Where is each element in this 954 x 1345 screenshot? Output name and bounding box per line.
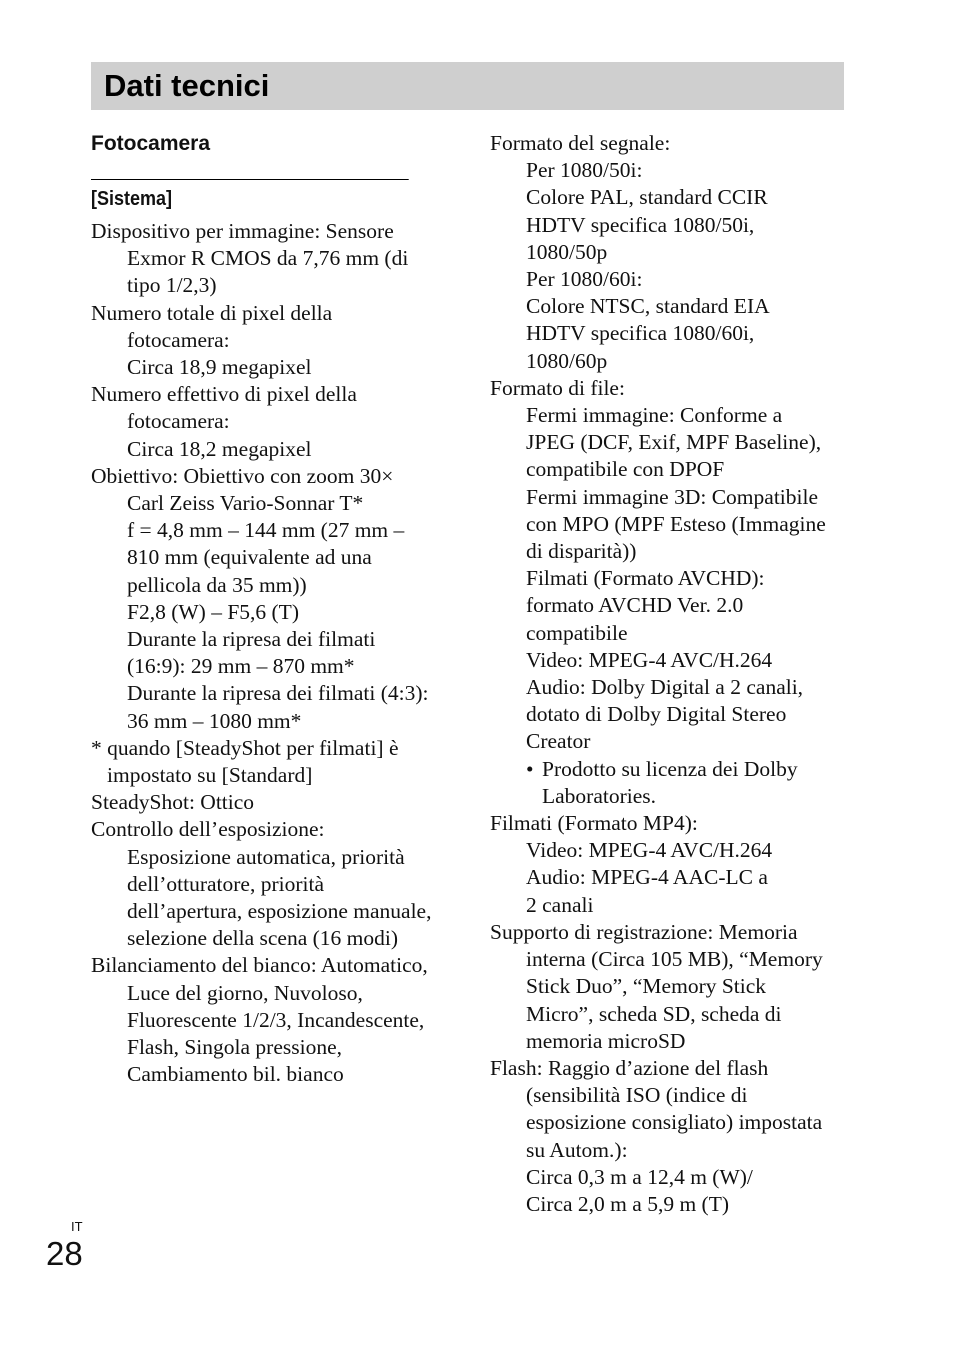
spec-line bbox=[490, 701, 846, 728]
spec-line bbox=[490, 892, 846, 919]
spec-line-text: 810 mm (equivalente ad una bbox=[127, 545, 372, 570]
right-spec-list bbox=[490, 130, 846, 1218]
spec-line-text: di disparità)) bbox=[526, 539, 637, 564]
spec-line-text: Colore PAL, standard CCIR bbox=[526, 185, 768, 210]
spec-line bbox=[91, 572, 444, 599]
spec-line-text: Dispositivo per immagine: Sensore bbox=[91, 219, 394, 243]
spec-line bbox=[490, 728, 846, 755]
spec-line-text: Numero effettivo di pixel della bbox=[91, 382, 357, 407]
spec-line bbox=[490, 212, 846, 239]
spec-line-text: Cambiamento bil. bianco bbox=[127, 1062, 344, 1087]
spec-line-text: Fermi immagine: Conforme a bbox=[526, 403, 783, 428]
spec-line bbox=[490, 1055, 846, 1082]
spec-line-text: Video: MPEG-4 AVC/H.264 bbox=[526, 838, 773, 863]
spec-line bbox=[91, 272, 444, 299]
spec-line-text: tipo 1/2,3) bbox=[127, 273, 217, 298]
spec-line bbox=[91, 218, 444, 245]
spec-line bbox=[490, 647, 846, 674]
spec-line bbox=[91, 381, 444, 408]
spec-line-text: dotato di Dolby Digital Stereo bbox=[526, 702, 787, 727]
spec-line-text: impostato su [Standard] bbox=[107, 763, 313, 788]
spec-line-text: Video: MPEG-4 AVC/H.264 bbox=[526, 647, 773, 672]
spec-line-text: compatibile bbox=[526, 620, 628, 645]
spec-line-text: 2 canali bbox=[526, 892, 594, 917]
spec-line bbox=[490, 592, 846, 619]
language-label: IT bbox=[71, 1219, 83, 1234]
spec-line bbox=[490, 1109, 846, 1136]
spec-line-text: Flash: Raggio d’azione del flash bbox=[490, 1055, 769, 1080]
spec-line-text: Durante la ripresa dei filmati bbox=[127, 627, 376, 652]
spec-line bbox=[91, 599, 444, 626]
spec-line bbox=[490, 565, 846, 592]
spec-line bbox=[490, 620, 846, 647]
spec-line-text: Controllo dell’esposizione: bbox=[91, 817, 325, 842]
spec-line bbox=[91, 898, 444, 925]
spec-line bbox=[490, 375, 846, 402]
spec-line-text: 1080/50p bbox=[526, 239, 608, 264]
spec-line bbox=[490, 184, 846, 211]
spec-line bbox=[91, 816, 444, 843]
spec-line bbox=[490, 864, 846, 891]
spec-line bbox=[490, 973, 846, 1000]
spec-line-text: memoria microSD bbox=[526, 1028, 686, 1053]
spec-line bbox=[91, 952, 444, 979]
spec-line bbox=[490, 1001, 846, 1028]
spec-line-text: HDTV specifica 1080/50i, bbox=[526, 212, 755, 237]
spec-line bbox=[490, 348, 846, 375]
spec-line bbox=[490, 810, 846, 837]
spec-line-text: fotocamera: bbox=[127, 327, 230, 352]
spec-line-text: compatibile con DPOF bbox=[526, 457, 725, 482]
page-title-bar bbox=[91, 62, 844, 110]
spec-line-text: Carl Zeiss Vario-Sonnar T* bbox=[127, 491, 364, 516]
spec-line bbox=[91, 762, 444, 789]
spec-line bbox=[490, 1191, 846, 1218]
page-number: 28 bbox=[46, 1235, 83, 1272]
bullet-icon: • bbox=[526, 756, 534, 781]
spec-line bbox=[490, 1137, 846, 1164]
spec-line-text: Audio: Dolby Digital a 2 canali, bbox=[526, 675, 804, 700]
spec-line bbox=[490, 1164, 846, 1191]
spec-line bbox=[91, 653, 444, 680]
spec-line-text: Obiettivo: Obiettivo con zoom 30× bbox=[91, 463, 394, 488]
spec-line-text: (16:9): 29 mm – 870 mm* bbox=[127, 654, 355, 679]
spec-line-text: Fermi immagine 3D: Compatibile bbox=[526, 484, 819, 509]
spec-line bbox=[91, 735, 444, 762]
spec-line bbox=[91, 680, 444, 707]
spec-line-text: JPEG (DCF, Exif, MPF Baseline), bbox=[526, 430, 822, 455]
spec-line-text: Prodotto su licenza dei Dolby bbox=[542, 756, 798, 781]
spec-line bbox=[490, 538, 846, 565]
spec-line bbox=[490, 402, 846, 429]
spec-line bbox=[91, 980, 444, 1007]
spec-line bbox=[91, 327, 444, 354]
spec-line-text: Audio: MPEG-4 AAC-LC a bbox=[526, 865, 768, 890]
spec-line-text: Colore NTSC, standard EIA bbox=[526, 294, 770, 319]
spec-line-text: Filmati (Formato MP4): bbox=[490, 811, 698, 836]
spec-line-text: Circa 18,2 megapixel bbox=[127, 436, 312, 461]
spec-line bbox=[490, 511, 846, 538]
spec-line bbox=[91, 925, 444, 952]
spec-line-text: Numero totale di pixel della bbox=[91, 300, 333, 325]
spec-line-text: dell’otturatore, priorità bbox=[127, 871, 325, 896]
spec-line bbox=[490, 293, 846, 320]
spec-line-text: Filmati (Formato AVCHD): bbox=[526, 566, 765, 591]
spec-line-text: Formato del segnale: bbox=[490, 131, 671, 155]
spec-line-text: f = 4,8 mm – 144 mm (27 mm – bbox=[127, 518, 405, 543]
spec-line-text: HDTV specifica 1080/60i, bbox=[526, 321, 755, 346]
spec-line-text: 36 mm – 1080 mm* bbox=[127, 708, 302, 733]
spec-line-text: Per 1080/60i: bbox=[526, 267, 643, 292]
spec-line-text: esposizione consigliato) impostata bbox=[526, 1110, 823, 1135]
left-spec-list bbox=[91, 218, 444, 1089]
spec-line bbox=[490, 157, 846, 184]
spec-line-text: interna (Circa 105 MB), “Memory bbox=[526, 947, 823, 972]
page-title: Dati tecnici bbox=[104, 68, 270, 103]
spec-line-text: Micro”, scheda SD, scheda di bbox=[526, 1001, 782, 1026]
spec-line-text: dell’apertura, esposizione manuale, bbox=[127, 899, 432, 924]
spec-line bbox=[490, 429, 846, 456]
spec-line bbox=[91, 626, 444, 653]
spec-line bbox=[490, 674, 846, 701]
spec-line bbox=[490, 320, 846, 347]
spec-line-text: Laboratories. bbox=[542, 783, 657, 808]
spec-line-text: Circa 0,3 m a 12,4 m (W)/ bbox=[526, 1164, 753, 1189]
spec-line bbox=[490, 456, 846, 483]
spec-line-text: pellicola da 35 mm)) bbox=[127, 572, 307, 597]
subsection-heading-sistema: [Sistema] bbox=[91, 179, 409, 212]
spec-line-text: Fluorescente 1/2/3, Incandescente, bbox=[127, 1007, 425, 1032]
spec-line bbox=[490, 1082, 846, 1109]
spec-line-text: Bilanciamento del bianco: Automatico, bbox=[91, 953, 428, 978]
spec-line-text: Stick Duo”, “Memory Stick bbox=[526, 974, 767, 999]
spec-line-text: formato AVCHD Ver. 2.0 bbox=[526, 593, 744, 618]
spec-line-text: * quando [SteadyShot per filmati] è bbox=[91, 735, 399, 760]
spec-line-text: F2,8 (W) – F5,6 (T) bbox=[127, 599, 299, 624]
spec-line bbox=[91, 1007, 444, 1034]
spec-line-text: SteadyShot: Ottico bbox=[91, 790, 255, 815]
spec-line bbox=[91, 436, 444, 463]
spec-line bbox=[490, 130, 846, 157]
spec-line bbox=[490, 756, 846, 783]
spec-line-text: selezione della scena (16 modi) bbox=[127, 926, 399, 951]
spec-line bbox=[91, 245, 444, 272]
spec-line bbox=[490, 783, 846, 810]
spec-line-text: (sensibilità ISO (indice di bbox=[526, 1083, 748, 1108]
section-heading-fotocamera: Fotocamera bbox=[91, 132, 211, 155]
spec-line bbox=[490, 266, 846, 293]
spec-line-text: con MPO (MPF Esteso (Immagine bbox=[526, 511, 826, 536]
spec-line bbox=[490, 239, 846, 266]
spec-line bbox=[490, 837, 846, 864]
spec-line-text: Supporto di registrazione: Memoria bbox=[490, 919, 798, 944]
spec-line bbox=[91, 354, 444, 381]
spec-line-text: Creator bbox=[526, 729, 591, 754]
spec-line bbox=[490, 946, 846, 973]
spec-line bbox=[490, 484, 846, 511]
spec-line bbox=[91, 871, 444, 898]
spec-line bbox=[91, 708, 444, 735]
spec-line-text: su Autom.): bbox=[526, 1137, 628, 1162]
spec-line-text: Exmor R CMOS da 7,76 mm (di bbox=[127, 246, 409, 271]
spec-line bbox=[91, 1061, 444, 1088]
spec-line bbox=[91, 544, 444, 571]
spec-line-text: Circa 2,0 m a 5,9 m (T) bbox=[526, 1191, 730, 1216]
spec-line bbox=[490, 1028, 846, 1055]
spec-line-text: Flash, Singola pressione, bbox=[127, 1035, 342, 1060]
spec-line bbox=[91, 1034, 444, 1061]
spec-line-text: fotocamera: bbox=[127, 409, 230, 434]
spec-line bbox=[91, 789, 444, 816]
spec-line bbox=[91, 844, 444, 871]
left-column bbox=[91, 130, 444, 1089]
spec-line-text: Per 1080/50i: bbox=[526, 158, 643, 183]
spec-line bbox=[91, 463, 444, 490]
spec-line bbox=[91, 408, 444, 435]
spec-line-text: Formato di file: bbox=[490, 375, 625, 400]
spec-line bbox=[91, 490, 444, 517]
spec-line bbox=[91, 517, 444, 544]
right-column bbox=[490, 130, 846, 1218]
spec-line bbox=[91, 300, 444, 327]
spec-line-text: Luce del giorno, Nuvoloso, bbox=[127, 980, 363, 1005]
spec-line bbox=[490, 919, 846, 946]
spec-line-text: Durante la ripresa dei filmati (4:3): bbox=[127, 681, 429, 706]
spec-line-text: 1080/60p bbox=[526, 348, 608, 373]
spec-line-text: Esposizione automatica, priorità bbox=[127, 844, 405, 869]
spec-line-text: Circa 18,9 megapixel bbox=[127, 355, 312, 380]
